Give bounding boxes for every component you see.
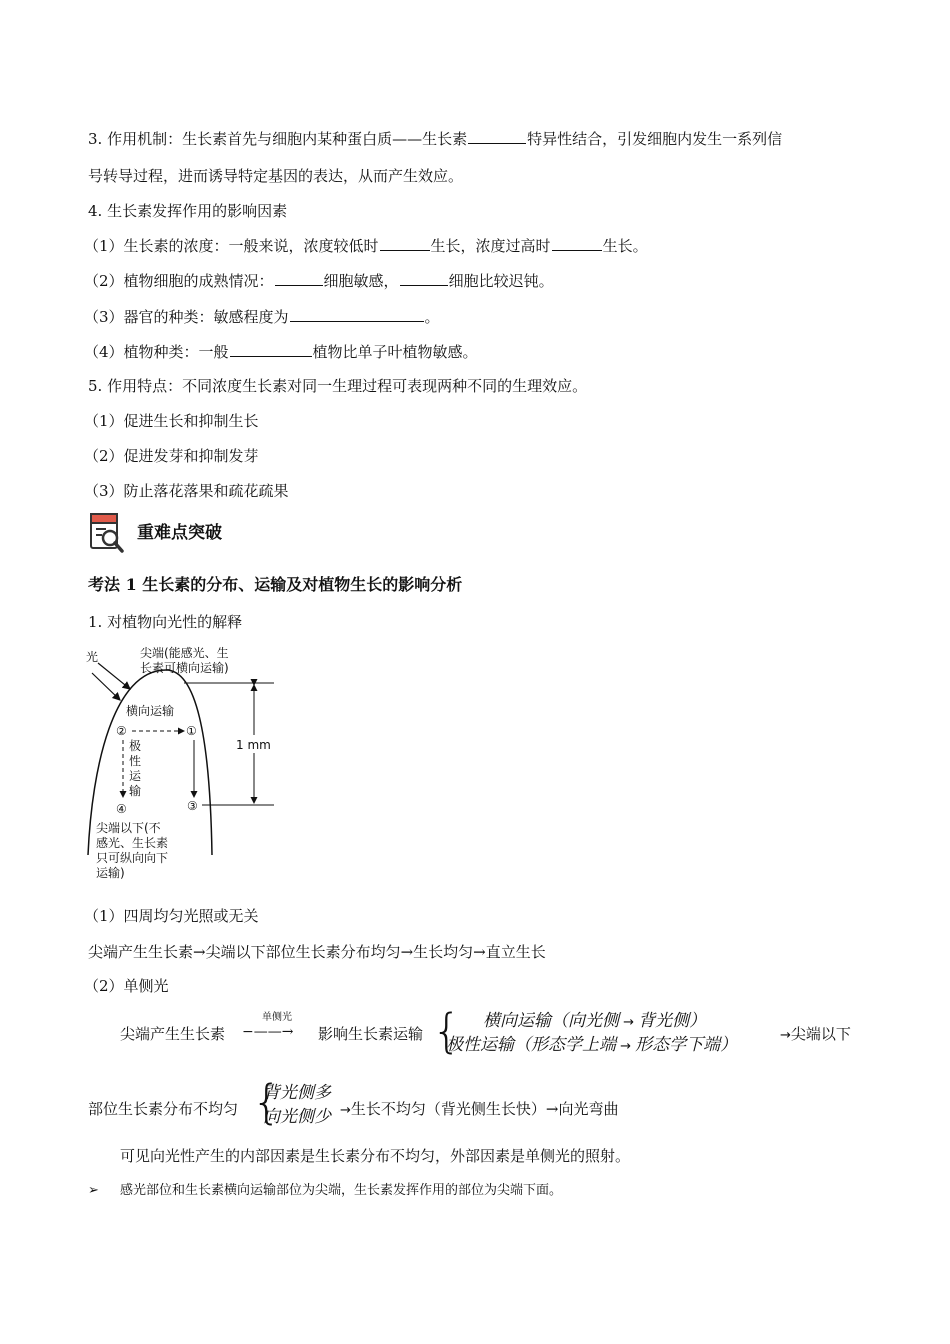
- fill-blank[interactable]: [275, 270, 323, 286]
- fill-blank[interactable]: [400, 270, 448, 286]
- section-heading: 重难点突破: [137, 523, 222, 543]
- fill-blank[interactable]: [290, 306, 424, 322]
- factor-concentration: （1）生长素的浓度：一般来说，浓度较低时 生长，浓度过高时 生长。: [84, 237, 648, 255]
- feature-item-2: （2）促进发芽和抑制发芽: [84, 447, 259, 465]
- case-2-tail: →尖端以下: [780, 1025, 851, 1043]
- mechanism-line-1: 3. 作用机制：生长素首先与细胞内某种蛋白质——生长素 特异性结合，引发细胞内发生一系列信: [88, 130, 783, 148]
- phototropism-diagram: [84, 645, 284, 890]
- below-tip-label-3: 只可纵向向下: [96, 851, 169, 865]
- lateral-transport-label: 横向运输: [126, 704, 175, 718]
- svg-text:性: 性: [129, 754, 142, 768]
- fill-blank[interactable]: [552, 235, 602, 251]
- unilateral-light-label: 单侧光: [262, 1012, 292, 1023]
- light-side-less: 向光侧少: [263, 1107, 331, 1127]
- case-2-mid: 影响生长素运输: [318, 1025, 424, 1043]
- fill-blank[interactable]: [230, 341, 312, 357]
- point-3: ③: [187, 799, 198, 813]
- polar-label: 极: [129, 739, 142, 753]
- feature-item-3: （3）防止落花落果和疏花疏果: [84, 482, 289, 500]
- brace-distribution: {: [252, 1075, 282, 1129]
- fill-blank[interactable]: [380, 235, 430, 251]
- back-side-more: 背光侧多: [263, 1083, 331, 1103]
- point-1: ①: [186, 724, 197, 738]
- below-tip-label-4: 运输): [96, 866, 125, 880]
- kaofa-1-title: 考法 1 生长素的分布、运输及对植物生长的影响分析: [88, 575, 463, 594]
- fill-blank[interactable]: [468, 128, 526, 144]
- light-label: 光: [86, 650, 99, 664]
- feature-item-1: （1）促进生长和抑制生长: [84, 412, 259, 430]
- point-4: ④: [116, 802, 127, 816]
- lateral-transport-branch: 横向运输（向光侧 → 背光侧）: [483, 1011, 707, 1031]
- light-arrow: [98, 663, 130, 689]
- phototropism-subtitle: 1. 对植物向光性的解释: [88, 613, 243, 631]
- factor-species: （4）植物种类：一般 植物比单子叶植物敏感。: [84, 343, 478, 361]
- tip-label-1: 尖端(能感光、生: [140, 646, 229, 660]
- below-tip-label-1: 尖端以下(不: [96, 821, 161, 835]
- factor-organ: （3）器官的种类：敏感程度为 。: [84, 308, 440, 326]
- case-2-title: （2）单侧光: [84, 977, 169, 995]
- case-1-flow: 尖端产生生长素→尖端以下部位生长素分布均匀→生长均匀→直立生长: [88, 943, 546, 961]
- polar-transport-branch: 极性运输（形态学上端 → 形态学下端）: [446, 1035, 738, 1055]
- tip-label-2: 长素可横向运输): [140, 661, 229, 675]
- note-bullet: ➢: [88, 1183, 99, 1198]
- mechanism-line-2: 号转导过程，进而诱导特定基因的表达，从而产生效应。: [88, 167, 464, 185]
- case-1-title: （1）四周均匀光照或无关: [84, 907, 259, 925]
- brace-transport: {: [432, 1004, 462, 1058]
- svg-text:运: 运: [129, 769, 142, 783]
- factor-maturity: （2）植物细胞的成熟情况： 细胞敏感， 细胞比较迟钝。: [84, 272, 554, 290]
- section-5-title: 5. 作用特点：不同浓度生长素对同一生理过程可表现两种不同的生理效应。: [88, 377, 588, 395]
- section-4-title: 4. 生长素发挥作用的影响因素: [88, 202, 288, 220]
- case-2-start: 尖端产生生长素: [120, 1025, 226, 1043]
- case-2-line2-start: 部位生长素分布不均匀: [88, 1100, 239, 1118]
- conclusion: 可见向光性产生的内部因素是生长素分布不均匀，外部因素是单侧光的照射。: [120, 1147, 631, 1165]
- point-2: ②: [116, 724, 127, 738]
- unilateral-light-arrow: −——→: [242, 1024, 294, 1040]
- svg-text:输: 输: [129, 784, 142, 798]
- case-2-line2-end: →生长不均匀（背光侧生长快）→向光弯曲: [340, 1100, 619, 1118]
- below-tip-label-2: 感光、生长素: [96, 836, 169, 850]
- note-text: 感光部位和生长素横向运输部位为尖端，生长素发挥作用的部位为尖端下面。: [120, 1183, 563, 1198]
- dimension-label: 1 mm: [236, 738, 271, 752]
- magnifier-report-icon: [88, 510, 126, 554]
